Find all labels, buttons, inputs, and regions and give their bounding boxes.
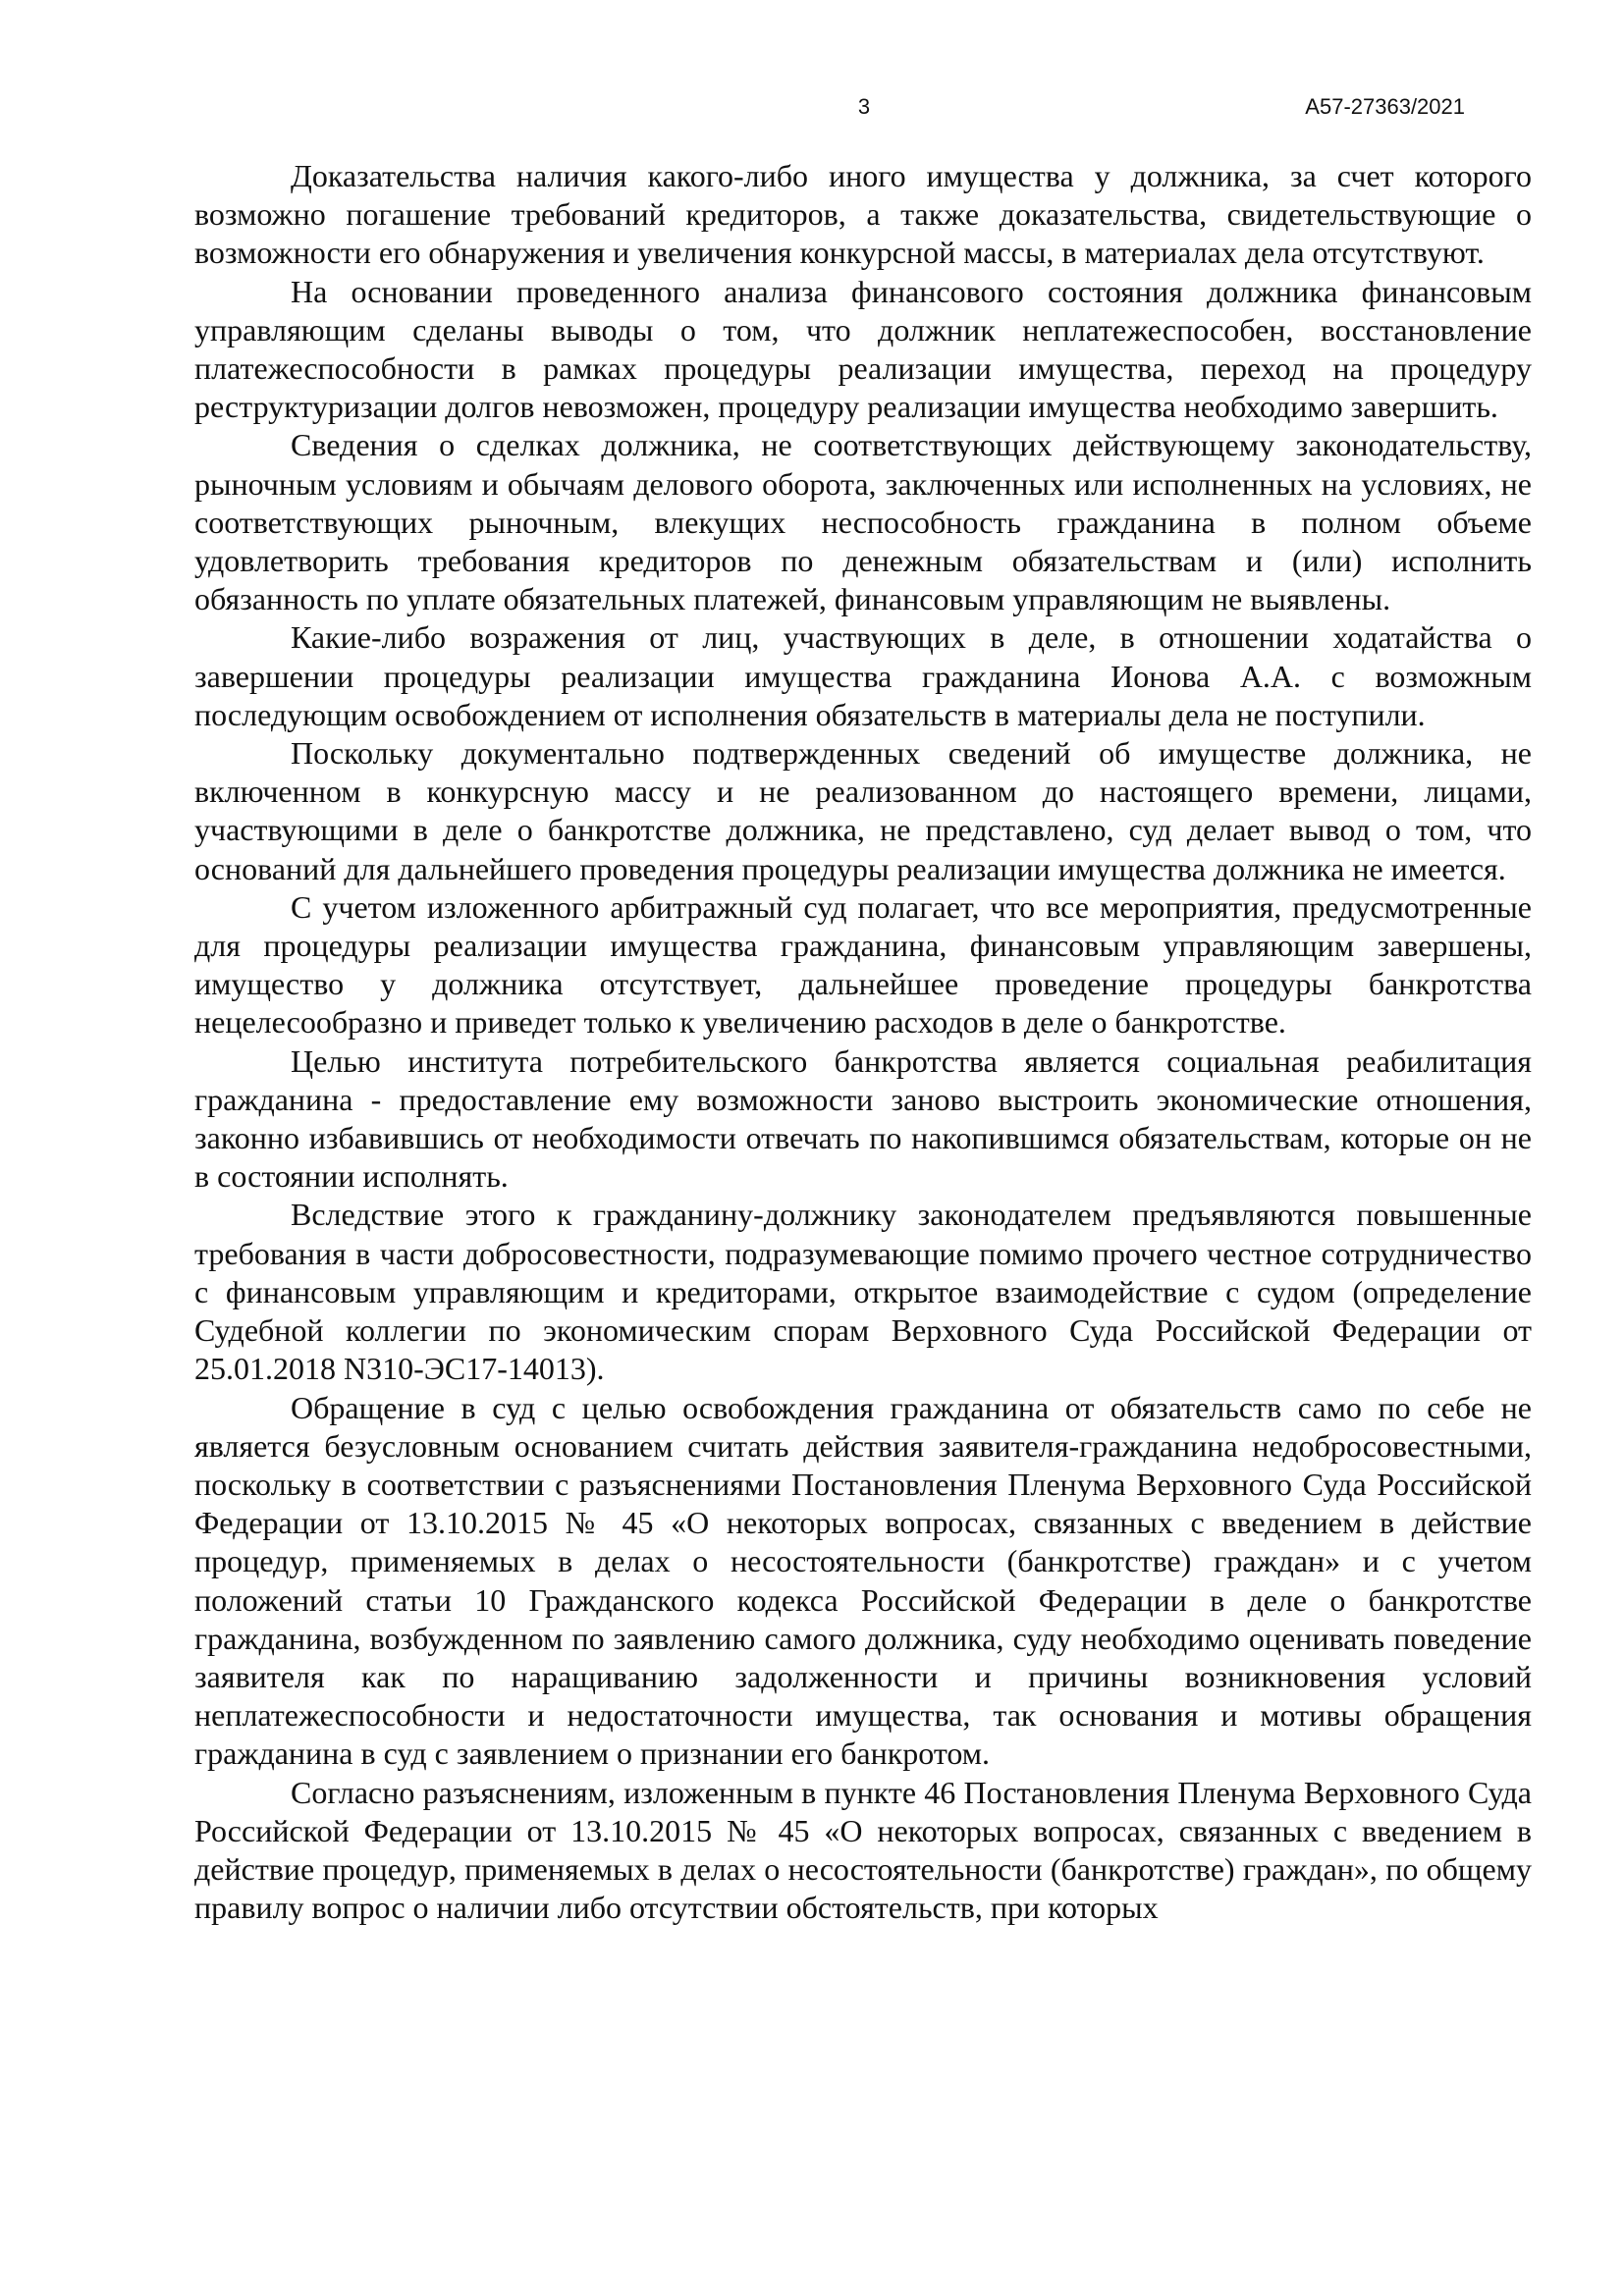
paragraph-evidence-absent: Доказательства наличия какого-либо иного имущества у должника, за счет которого возможно погашение требований кредиторов, а также доказательства, свидетельствующие о возможности его обнаружения и увеличения конкурсной массы, в материалах дела отсутствуют.: [194, 158, 1532, 271]
paragraph-financial-analysis: На основании проведенного анализа финансового состояния должника финансовым управляющим сделаны выводы о том, что должник неплатежеспособен, восстановление платежеспособности в рамках процедуры реализации имущества, переход на процедуру реструктуризации долгов невозможен, процедуру реализации имущества необходимо завершить.: [194, 273, 1532, 425]
paragraph-good-faith: Вследствие этого к гражданину-должнику законодателем предъявляются повышенные требования в части добросовестности, подразумевающие помимо прочего честное сотрудничество с финансовым управляющим и кредиторами, открытое взаимодействие с судом (определение Судебной коллегии по экономическим спорам Верховного Суда Российской Федерации от 25.01.2018 N310-ЭС17-14013).: [194, 1197, 1532, 1387]
paragraph-court-conclusion: С учетом изложенного арбитражный суд полагает, что все мероприятия, предусмотренные для процедуры реализации имущества гражданина, финансовым управляющим завершены, имущество у должника отсутствует, дальнейшее проведение процедуры банкротства нецелесообразно и приведет только к увеличению расходов в деле о банкротстве.: [194, 888, 1532, 1041]
paragraph-clarifications: Согласно разъяснениям, изложенным в пункте 46 Постановления Пленума Верховного Суда Российской Федерации от 13.10.2015 № 45 «О некоторых вопросах, связанных с введением в действие процедур, применяемых в делах о несостоятельности (банкротстве) граждан», по общему правилу вопрос о наличии либо отсутствии обстоятельств, при которых: [194, 1774, 1532, 1926]
case-number: А57-27363/2021: [1305, 94, 1465, 119]
paragraph-objections: Какие-либо возражения от лиц, участвующих в деле, в отношении ходатайства о завершении процедуры реализации имущества гражданина Ионова А.А. с возможным последующим освобождением от исполнения обязательств в материалы дела не поступили.: [194, 619, 1532, 732]
paragraph-transactions: Сведения о сделках должника, не соответствующих действующему законодательству, рыночным условиям и обычаям делового оборота, заключенных или исполненных на условиях, не соответствующих рыночным, влекущих неспособность гражданина в полном объеме удовлетворить требования кредиторов по денежным обязательствам и (или) исполнить обязанность по уплате обязательных платежей, финансовым управляющим не выявлены.: [194, 427, 1532, 617]
paragraph-purpose: Целью института потребительского банкротства является социальная реабилитация гражданина - предоставление ему возможности заново выстроить экономические отношения, законно избавившись от необходимости отвечать по накопившимся обязательствам, которые он не в состоянии исполнять.: [194, 1042, 1532, 1195]
paragraph-no-property: Поскольку документально подтвержденных сведений об имуществе должника, не включенном в конкурсную массу и не реализованном до настоящего времени, лицами, участвующими в деле о банкротстве должника, не представлено, суд делает вывод о том, что оснований для дальнейшего проведения процедуры реализации имущества должника не имеется.: [194, 735, 1532, 886]
page-number: 3: [857, 94, 871, 119]
document-body: [194, 157, 1532, 1927]
paragraph-court-appeal: Обращение в суд с целью освобождения гражданина от обязательств само по себе не является безусловным основанием считать действия заявителя-гражданина недобросовестными, поскольку в соответствии с разъяснениями Постановления Пленума Верховного Суда Российской Федерации от 13.10.2015 № 45 «О некоторых вопросах, связанных с введением в действие процедур, применяемых в делах о несостоятельности (банкротстве) граждан» и с учетом положений статьи 10 Гражданского кодекса Российской Федерации в деле о банкротстве гражданина, возбужденном по заявлению самого должника, суду необходимо оценивать поведение заявителя как по наращиванию задолженности и причины возникновения условий неплатежеспособности и недостаточности имущества, так основания и мотивы обращения гражданина в суд с заявлением о признании его банкротом.: [194, 1389, 1532, 1772]
